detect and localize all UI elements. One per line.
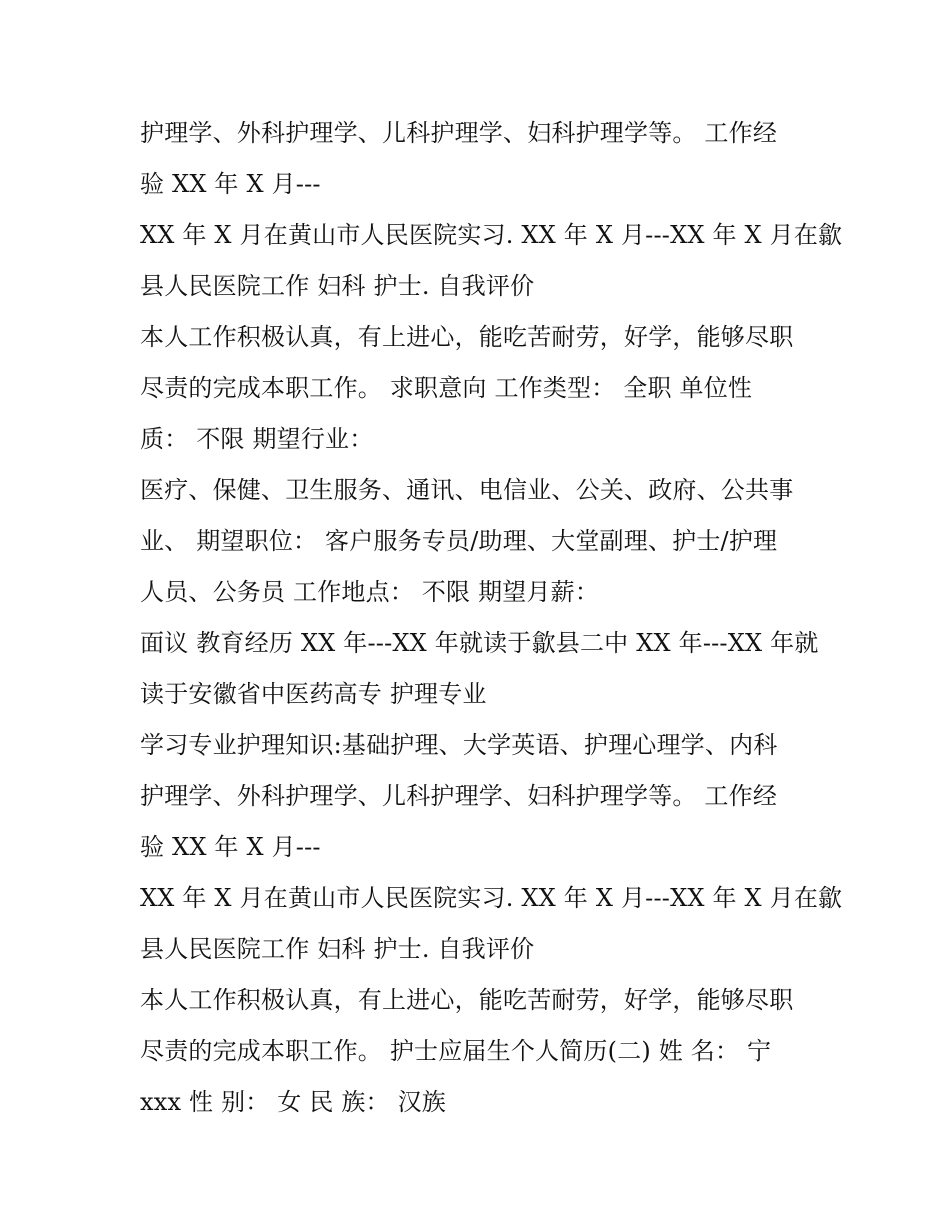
text-line-4: 县人民医院工作 妇科 护士. 自我评价 [140,272,535,300]
text-line-15: 验 XX 年 X 月--- [140,833,321,861]
text-line-12: 读于安徽省中医药高专 护理专业 [140,680,487,708]
text-line-1: 护理学、外科护理学、儿科护理学、妇科护理学等。 工作经 [140,119,778,147]
text-line-6: 尽责的完成本职工作。 求职意向 工作类型： 全职 单位性 [140,374,753,402]
resume-text-block [140,108,843,1128]
text-line-13: 学习专业护理知识:基础护理、大学英语、护理心理学、内科 [140,731,778,759]
text-line-11: 面议 教育经历 XX 年---XX 年就读于歙县二中 XX 年---XX 年就 [140,629,819,657]
text-line-10: 人员、公务员 工作地点： 不限 期望月薪： [140,578,600,606]
text-line-3: XX 年 X 月在黄山市人民医院实习. XX 年 X 月---XX 年 X 月在歙 [140,221,843,249]
text-line-14: 护理学、外科护理学、儿科护理学、妇科护理学等。 工作经 [140,782,778,810]
text-line-19: 尽责的完成本职工作。 护士应届生个人简历(二) 姓 名： 宁 [140,1037,772,1065]
text-line-18: 本人工作积极认真，有上进心，能吃苦耐劳，好学，能够尽职 [140,986,794,1014]
text-line-17: 县人民医院工作 妇科 护士. 自我评价 [140,935,535,963]
text-line-16: XX 年 X 月在黄山市人民医院实习. XX 年 X 月---XX 年 X 月在歙 [140,884,843,912]
text-line-8: 医疗、保健、卫生服务、通讯、电信业、公关、政府、公共事 [140,476,794,504]
text-line-7: 质： 不限 期望行业： [140,425,374,453]
text-line-20: xxx 性 别： 女 民 族： 汉族 [140,1088,446,1116]
text-line-5: 本人工作积极认真，有上进心，能吃苦耐劳，好学，能够尽职 [140,323,794,351]
text-line-2: 验 XX 年 X 月--- [140,170,321,198]
text-line-9: 业、 期望职位： 客户服务专员/助理、大堂副理、护士/护理 [140,527,778,555]
